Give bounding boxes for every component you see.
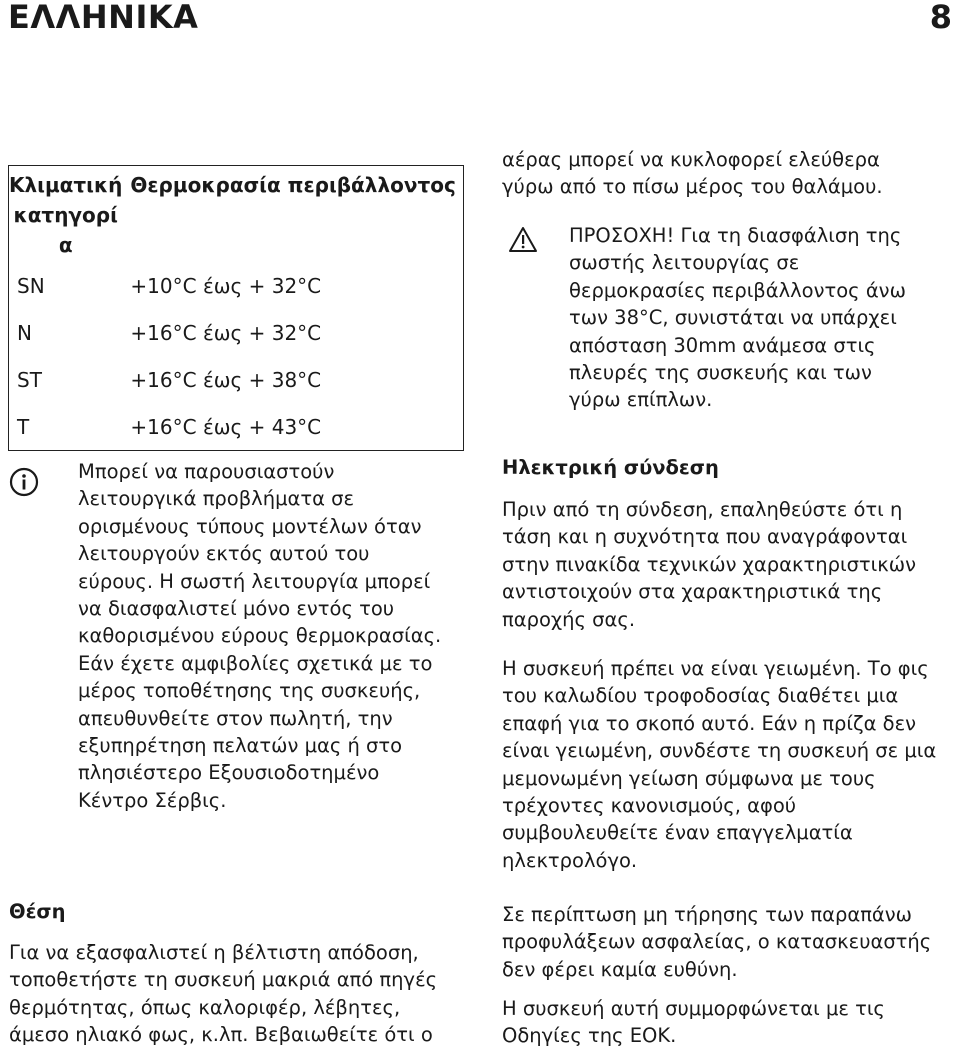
table-row xyxy=(9,356,464,403)
electrical-paragraph: Η συσκευή αυτή συμμορφώνεται με τις Οδηγίες της ΕΟΚ. xyxy=(502,997,885,1048)
electrical-paragraph: Πριν από τη σύνδεση, επαληθεύστε ότι η τάση και η συχνότητα που αναγράφονται στην πινακίδα τεχνικών χαρακτηριστικών αντιστοιχούν στα χαρακτηριστικά της παροχής σας. xyxy=(502,498,916,631)
page-number: 8 xyxy=(929,0,952,36)
electrical-paragraph: Σε περίπτωση μη τήρησης των παραπάνω προφυλάξεων ασφαλείας, ο κατασκευαστής δεν φέρει καμία ευθύνη. xyxy=(502,903,932,981)
temperature-range-cell: +16°C έως + 43°C xyxy=(130,414,322,439)
warning-icon xyxy=(508,226,538,253)
info-icon xyxy=(9,467,39,497)
column-header-ambient-temperature: Θερμοκρασία περιβάλλοντος xyxy=(130,173,456,197)
electrical-paragraph: Η συσκευή πρέπει να είναι γειωμένη. Το φις του καλωδίου τροφοδοσίας διαθέτει μια επαφή για το σκοπό αυτό. Εάν η πρίζα δεν είναι γειωμένη, συνδέστε τη συσκευή σε μια μεμονωμένη γείωση σύμφωνα με τους τρέχοντες κανονισμούς, αφού συμβουλευθείτε έναν επαγγελματία ηλεκτρολόγο. xyxy=(502,657,937,872)
table-header-row xyxy=(9,166,464,263)
column-header-climate-class: Κλιματική κατηγορί α xyxy=(9,173,123,257)
continuation-text: αέρας μπορεί να κυκλοφορεί ελεύθερα γύρω από το πίσω μέρος του θαλάμου. xyxy=(502,148,883,199)
position-text: Για να εξασφαλιστεί η βέλτιστη απόδοση, τοποθετήστε τη συσκευή μακριά από πηγές θερμότητας, όπως καλοριφέρ, λέβητες, άμεσο ηλιακό φως, κ.λπ. Βεβαιωθείτε ότι ο xyxy=(9,941,438,1047)
warning-text: Για τη διασφάλιση της σωστής λειτουργίας σε θερμοκρασίες περιβάλλοντος άνω των 38°C, συνιστάται να υπάρχει απόσταση 30mm ανάμεσα στις πλευρές της συσκευής και των γύρω επίπλων. xyxy=(569,224,906,412)
climate-class-cell: SN xyxy=(17,273,45,298)
table-row xyxy=(9,262,464,309)
electrical-connection-heading: Ηλεκτρική σύνδεση xyxy=(502,456,719,479)
climate-class-table xyxy=(8,165,464,451)
warning-block xyxy=(569,222,909,414)
table-row xyxy=(9,403,464,451)
language-header: ΕΛΛΗΝΙΚΑ xyxy=(8,0,199,36)
warning-label: ΠΡΟΣΟΧΗ! xyxy=(569,224,675,247)
position-heading: Θέση xyxy=(9,900,66,923)
climate-class-cell: T xyxy=(17,414,30,439)
temperature-range-cell: +16°C έως + 32°C xyxy=(130,320,322,345)
info-note-text: Μπορεί να παρουσιαστούν λειτουργικά προβλήματα σε ορισμένους τύπους μοντέλων όταν λειτουργούν εκτός αυτού του εύρους. Η σωστή λειτουργία μπορεί να διασφαλιστεί μόνο εντός του καθορισμένου εύρους θερμοκρασίας. Εάν έχετε αμφιβολίες σχετικά με το μέρος τοποθέτησης της συσκευής, απευθυνθείτε στον πωλητή, την εξυπηρέτηση πελατών μας ή στο πλησιέστερο Εξουσιοδοτημένο Κέντρο Σέρβις. xyxy=(78,460,442,812)
climate-class-cell: ST xyxy=(17,367,42,392)
table-row xyxy=(9,309,464,356)
temperature-range-cell: +16°C έως + 38°C xyxy=(130,367,322,392)
temperature-range-cell: +10°C έως + 32°C xyxy=(130,273,322,298)
climate-class-cell: N xyxy=(17,320,32,345)
